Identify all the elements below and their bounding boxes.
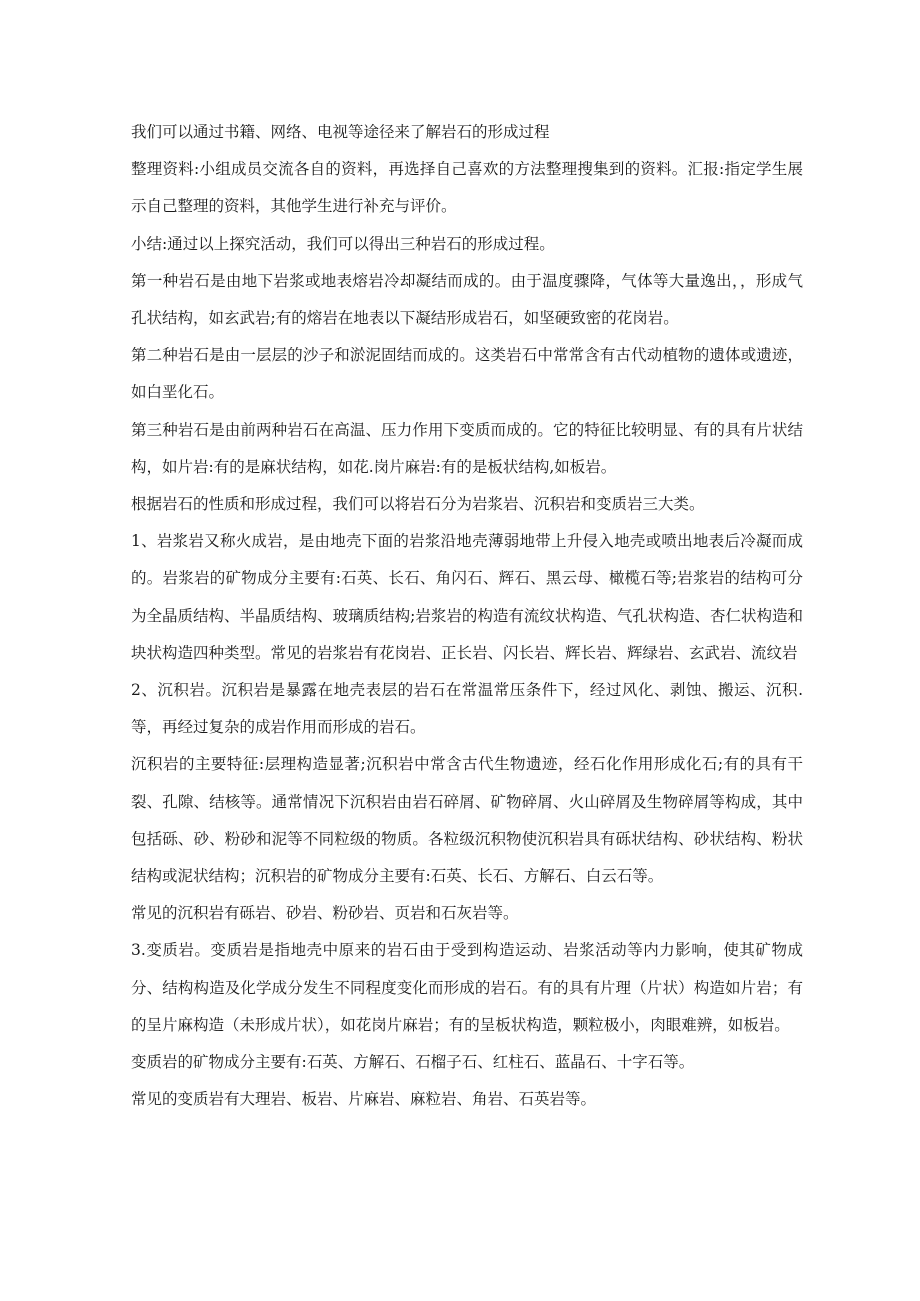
paragraph-organize-report: 整理资料:小组成员交流各自的资料，再选择自己喜欢的方法整理搜集到的资料。汇报:指定学生展示自己整理的资料，其他学生进行补充与评价。: [131, 160, 803, 216]
document-body: [131, 114, 803, 1118]
paragraph-second-rock-type: 第二种岩石是由一层层的沙子和淤泥固结而成的。这类岩石中常常含有古代动植物的遗体或遗迹，如白垩化石。: [131, 346, 803, 402]
paragraph-sedimentary-rock: 2、沉积岩。沉积岩是暴露在地壳表层的岩石在常温常压条件下，经过风化、剥蚀、搬运、沉积.等，再经过复杂的成岩作用而形成的岩石。: [131, 681, 803, 737]
paragraph-metamorphic-examples: 常见的变质岩有大理岩、板岩、片麻岩、麻粒岩、角岩、石英岩等。: [131, 1090, 597, 1109]
paragraph-summary: 小结:通过以上探究活动，我们可以得出三种岩石的形成过程。: [131, 234, 555, 253]
paragraph-metamorphic-rock: 3.变质岩。变质岩是指地壳中原来的岩石由于受到构造运动、岩浆活动等内力影响，使其矿物成分、结构构造及化学成分发生不同程度变化而形成的岩石。有的具有片理（片状）构造如片岩；有的呈片麻构造（未形成片状），如花岗片麻岩；有的呈板状构造，颗粒极小，肉眼难辨，如板岩。: [131, 941, 803, 1034]
paragraph-sedimentary-examples: 常见的沉积岩有砾岩、砂岩、粉砂岩、页岩和石灰岩等。: [131, 904, 519, 923]
paragraph-first-rock-type: 第一种岩石是由地下岩浆或地表熔岩冷却凝结而成的。由于温度骤降，气体等大量逸出，，形成气孔状结构，如玄武岩;有的熔岩在地表以下凝结形成岩石，如坚硬致密的花岗岩。: [131, 271, 803, 328]
paragraph-third-rock-type: 第三种岩石是由前两种岩石在高温、压力作用下变质而成的。它的特征比较明显、有的具有片状结构，如片岩:有的是麻状结构，如花.岗片麻岩:有的是板状结构,如板岩。: [131, 420, 803, 476]
paragraph-intro: 我们可以通过书籍、网络、电视等途径来了解岩石的形成过程: [131, 123, 550, 141]
paragraph-metamorphic-minerals: 变质岩的矿物成分主要有:石英、方解石、石榴子石、红柱石、蓝晶石、十字石等。: [131, 1053, 695, 1072]
paragraph-igneous-rock: 1、岩浆岩又称火成岩，是由地壳下面的岩浆沿地壳薄弱地带上升侵入地壳或喷出地表后冷凝而成的。岩浆岩的矿物成分主要有:石英、长石、角闪石、辉石、黑云母、橄榄石等;岩浆岩的结构可分为全晶质结构、半晶质结构、玻璃质结构;岩浆岩的构造有流纹状构造、气孔状构造、杏仁状构造和块状构造四种类型。常见的岩浆岩有花岗岩、正长岩、闪长岩、辉长岩、辉绿岩、玄武岩、流纹岩: [131, 532, 803, 662]
paragraph-classification: 根据岩石的性质和形成过程，我们可以将岩石分为岩浆岩、沉积岩和变质岩三大类。: [131, 495, 705, 514]
paragraph-sedimentary-features: 沉积岩的主要特征:层理构造显著;沉积岩中常含古代生物遗迹，经石化作用形成化石;有的具有干裂、孔隙、结核等。通常情况下沉积岩由岩石碎屑、矿物碎屑、火山碎屑及生物碎屑等构成，其中包括砾、砂、粉砂和泥等不同粒级的物质。各粒级沉积物使沉积岩具有砾状结构、砂状结构、粉状结构或泥状结构；沉积岩的矿物成分主要有:石英、长石、方解石、白云石等。: [131, 755, 803, 886]
